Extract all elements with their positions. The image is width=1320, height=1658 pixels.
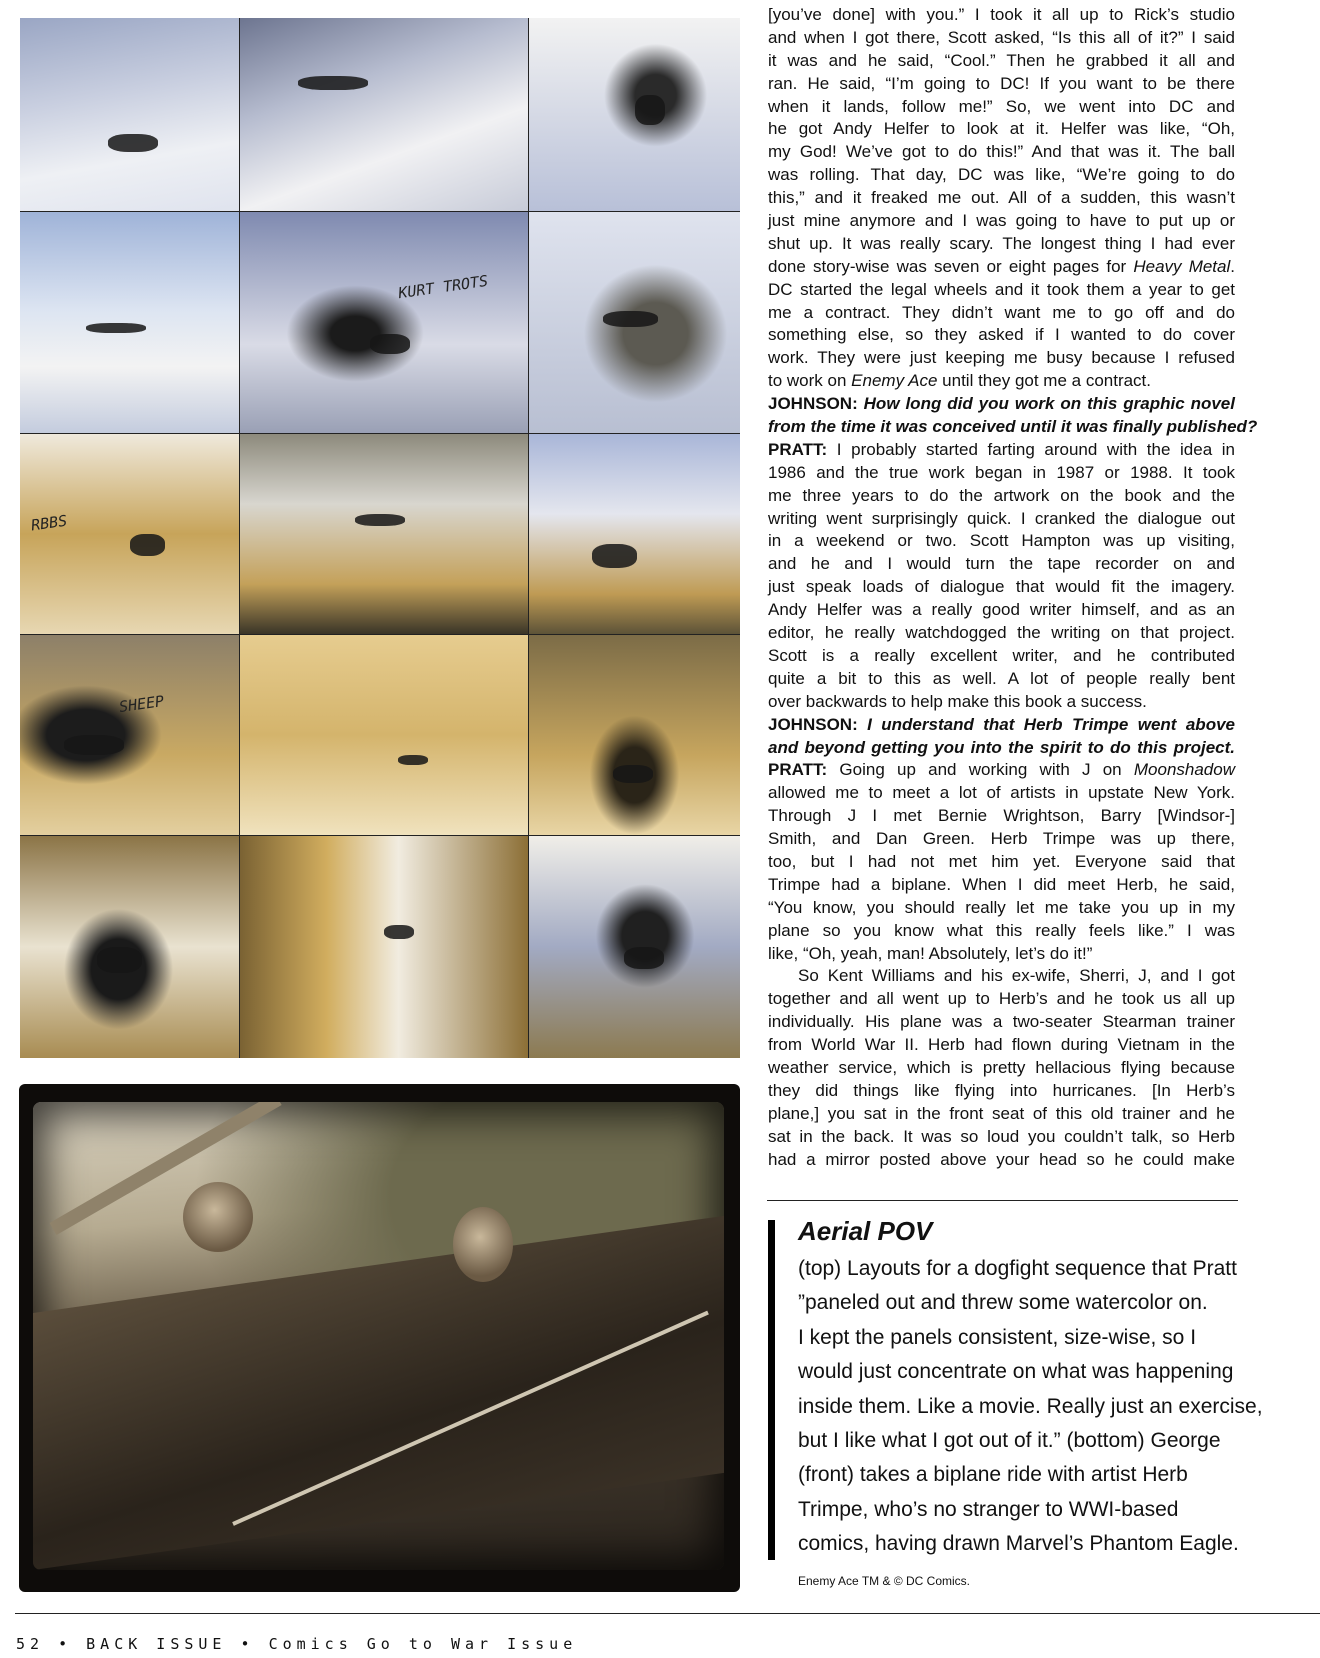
layout-panel — [240, 836, 529, 1058]
text-segment: in a weekend or two. Scott Hampton was up visiting, — [768, 531, 1235, 551]
text-line — [768, 691, 1235, 714]
footer-separator: • — [58, 1635, 73, 1653]
sidebar-title: Aerial POV — [798, 1216, 933, 1246]
sketch-annotation: RBBS — [29, 511, 69, 535]
text-segment: Scott is a really excellent writer, and he contributed — [768, 645, 1235, 665]
text-line — [768, 1011, 1235, 1034]
text-segment: this,” and it freaked me out. All of a sudden, this wasn’t — [768, 188, 1235, 208]
text-line — [768, 73, 1235, 96]
text-segment: my God! We’ve got to do this!” And that was it. The ball — [768, 142, 1235, 162]
text-segment: they did things like flying into hurricanes. [In Herb’s — [768, 1080, 1235, 1100]
text-segment: Heavy Metal — [1133, 256, 1231, 276]
layout-panel — [20, 18, 240, 212]
sidebar-rule — [767, 1200, 1238, 1201]
text-line — [768, 576, 1235, 599]
text-segment: he got Andy Helfer to look at it. Helfer was like, “Oh, — [768, 119, 1235, 139]
text-line — [768, 347, 1235, 370]
text-line — [768, 782, 1235, 805]
text-segment: over backwards to help make this book a success. — [768, 691, 1147, 711]
caption-line: (top) Layouts for a dogfight sequence that Pratt — [798, 1257, 1237, 1280]
text-segment: “You know, you should really let me take you up in my — [768, 897, 1235, 917]
text-segment: DC started the legal wheels and it took them a year to get — [768, 279, 1235, 299]
text-line — [768, 302, 1235, 325]
text-line — [768, 851, 1235, 874]
layout-panel — [20, 212, 240, 434]
text-segment: was rolling. That day, DC was like, “We’re going to do — [768, 165, 1235, 185]
plane-sketch-icon — [86, 323, 146, 333]
sidebar-accent-bar — [768, 1220, 775, 1560]
text-segment: me a contract. They didn’t want me to go off and do — [768, 302, 1235, 322]
text-line — [768, 920, 1235, 943]
text-line — [768, 622, 1235, 645]
text-segment: just speak loads of dialogue that would fit the imagery. — [768, 577, 1235, 597]
text-line — [768, 828, 1235, 851]
text-line — [768, 759, 1235, 782]
text-segment: . — [1230, 256, 1235, 276]
plane-sketch-icon — [370, 334, 410, 354]
layout-panel — [529, 434, 740, 635]
caption-line: I kept the panels consistent, size-wise, so I — [798, 1325, 1197, 1349]
plane-sketch-icon — [298, 76, 368, 90]
text-segment: Going up and working with J on — [839, 760, 1134, 780]
text-segment: I understand that Herb Trimpe went above — [867, 714, 1235, 734]
caption-line: would just concentrate on what was happening — [798, 1360, 1234, 1384]
text-segment: like, “Oh, yeah, man! Absolutely, let’s do it!” — [768, 943, 1093, 963]
caption-line: comics, having drawn Marvel’s Phantom Eagle. — [798, 1532, 1239, 1556]
dogfight-layout-artwork — [20, 18, 740, 1058]
text-line — [768, 50, 1235, 73]
text-segment: and he and I would turn the tape recorder on and — [768, 554, 1235, 574]
text-line — [768, 1103, 1235, 1126]
text-segment: done story-wise was seven or eight pages for — [768, 256, 1134, 276]
text-segment: Smith, and Dan Green. Herb Trimpe was up there, — [768, 829, 1235, 849]
text-line — [768, 164, 1235, 187]
magazine-name: BACK ISSUE — [86, 1635, 227, 1653]
text-segment: Moonshadow — [1133, 760, 1235, 780]
text-line — [768, 324, 1235, 347]
text-line — [768, 462, 1235, 485]
plane-sketch-icon — [603, 311, 658, 327]
layout-panel — [20, 635, 240, 836]
text-segment: from World War II. Herb had flown during Vietnam in the — [768, 1035, 1235, 1055]
text-line — [768, 370, 1235, 393]
plane-sketch-icon — [635, 95, 665, 125]
text-line — [768, 439, 1235, 462]
text-segment: individually. His plane was a two-seater Stearman trainer — [768, 1012, 1235, 1032]
text-segment: me three years to do the artwork on the book and the — [768, 485, 1235, 505]
plane-fuselage — [33, 1215, 724, 1570]
plane-sketch-icon — [592, 544, 637, 568]
text-line — [768, 1057, 1235, 1080]
text-segment: allowed me to meet a lot of artists in upstate New York. — [768, 783, 1235, 803]
text-segment: writing went surprisingly quick. I cranked the dialogue out — [768, 508, 1235, 528]
plane-sketch-icon — [108, 134, 158, 152]
text-segment: I probably started farting around with the idea in — [836, 439, 1236, 459]
text-line — [768, 599, 1235, 622]
text-line — [768, 187, 1235, 210]
plane-sketch-icon — [624, 947, 664, 969]
copyright-credit: Enemy Ace TM & © DC Comics. — [798, 1574, 970, 1588]
text-segment: just mine anymore and I was going to have to put up or — [768, 211, 1235, 231]
caption-line: ”paneled out and threw some watercolor on. — [798, 1291, 1208, 1315]
text-segment: too, but I had not met him yet. Everyone said that — [768, 851, 1235, 871]
text-segment: something else, so they asked if I wanted to do cover — [768, 325, 1235, 345]
text-segment: it was and he said, “Cool.” Then he grabbed it all and — [768, 50, 1235, 70]
pilot-head — [453, 1207, 513, 1282]
text-line — [768, 96, 1235, 119]
text-line — [768, 965, 1235, 988]
text-line — [768, 943, 1235, 966]
footer-separator: • — [240, 1635, 255, 1653]
layout-panel — [240, 434, 529, 635]
layout-panel — [529, 18, 740, 212]
sketch-annotation: SHEEP — [117, 691, 165, 717]
text-line — [768, 1126, 1235, 1149]
text-segment: So Kent Williams and his ex-wife, Sherri, J, and I got — [798, 966, 1235, 986]
text-segment: quite a bit to this as well. A lot of people really bent — [768, 668, 1235, 688]
passenger-head — [183, 1182, 253, 1252]
speaker-label: JOHNSON: — [768, 714, 868, 734]
text-line — [768, 805, 1235, 828]
text-segment: Through J I met Bernie Wrightson, Barry [Windsor-] — [768, 806, 1235, 826]
sketch-annotation: KURT TROTS — [397, 272, 490, 303]
text-segment: Enemy Ace — [851, 371, 938, 391]
text-line — [768, 874, 1235, 897]
text-segment: weather service, which is pretty hellacious flying because — [768, 1057, 1235, 1077]
text-segment: plane,] you sat in the front seat of this old trainer and he — [768, 1103, 1235, 1123]
text-line — [768, 1080, 1235, 1103]
speaker-label: PRATT: — [768, 760, 840, 780]
article-body — [768, 4, 1258, 1171]
layout-panel — [240, 212, 529, 434]
plane-sketch-icon — [613, 765, 653, 783]
text-line — [768, 27, 1235, 50]
plane-sketch-icon — [384, 925, 414, 939]
text-segment: shut up. It was really scary. The longest thing I had ever — [768, 233, 1235, 253]
issue-title: Comics Go to War Issue — [268, 1635, 578, 1653]
text-segment: editor, he really watchdogged the writing on that project. — [768, 623, 1235, 643]
text-line — [768, 508, 1235, 531]
plane-sketch-icon — [97, 947, 142, 973]
text-line — [768, 279, 1235, 302]
text-line — [768, 1149, 1235, 1172]
text-line — [768, 1034, 1235, 1057]
text-line — [768, 714, 1235, 737]
plane-sketch-icon — [64, 735, 124, 755]
text-line — [768, 393, 1235, 416]
text-segment: Andy Helfer was a really good writer himself, and as an — [768, 600, 1235, 620]
caption-line: but I like what I got out of it.” (bottom) George — [798, 1429, 1221, 1453]
text-segment: until they got me a contract. — [937, 371, 1152, 391]
text-segment: to work on — [768, 371, 852, 391]
layout-panel — [240, 635, 529, 836]
speaker-label: PRATT: — [768, 439, 837, 459]
text-line — [768, 141, 1235, 164]
text-line — [768, 118, 1235, 141]
layout-panel — [529, 836, 740, 1058]
text-segment: plane so you know what this really feels like.” I was — [768, 920, 1235, 940]
footer-rule — [15, 1613, 1320, 1614]
plane-sketch-icon — [130, 534, 165, 556]
text-line — [768, 737, 1235, 760]
layout-panel — [529, 635, 740, 836]
biplane-photo — [19, 1084, 740, 1592]
sidebar-caption — [798, 1252, 1268, 1562]
text-segment: work. They were just keeping me busy because I refused — [768, 348, 1235, 368]
text-segment: Trimpe had a biplane. When I did meet Herb, he said, — [768, 874, 1235, 894]
text-line — [768, 256, 1235, 279]
text-line — [768, 530, 1235, 553]
text-segment: from the time it was conceived until it was finally published? — [768, 417, 1258, 437]
text-line — [768, 988, 1235, 1011]
layout-panel — [240, 18, 529, 212]
text-segment: sat in the back. It was so loud you couldn’t talk, so Herb — [768, 1126, 1235, 1146]
text-line — [768, 4, 1235, 27]
text-segment: and beyond getting you into the spirit to do this project. — [768, 737, 1235, 757]
text-line — [768, 233, 1235, 256]
text-line — [768, 645, 1235, 668]
text-line — [768, 210, 1235, 233]
layout-panel — [20, 434, 240, 635]
text-line — [768, 416, 1258, 439]
text-line — [768, 553, 1235, 576]
text-line — [768, 485, 1235, 508]
plane-sketch-icon — [398, 755, 428, 765]
text-segment: [you’ve done] with you.” I took it all up to Rick’s studio — [768, 5, 1235, 24]
text-segment: had a mirror posted above your head so he could make — [768, 1149, 1235, 1169]
layout-panel — [529, 212, 740, 434]
plane-sketch-icon — [355, 514, 405, 526]
text-segment: How long did you work on this graphic novel — [863, 394, 1235, 414]
page-number: 52 — [16, 1635, 45, 1653]
caption-line: inside them. Like a movie. Really just an exercise, — [798, 1394, 1263, 1418]
text-segment: and when I got there, Scott asked, “Is this all of it?” I said — [768, 27, 1235, 47]
text-line — [768, 897, 1235, 920]
text-segment: together and all went up to Herb’s and he took us all up — [768, 989, 1235, 1009]
text-segment: 1986 and the true work began in 1987 or 1988. It took — [768, 462, 1235, 482]
caption-line: (front) takes a biplane ride with artist Herb — [798, 1463, 1188, 1487]
text-segment: ran. He said, “I’m going to DC! If you want to be there — [768, 73, 1235, 93]
caption-line: Trimpe, who’s no stranger to WWI-based — [798, 1497, 1179, 1521]
speaker-label: JOHNSON: — [768, 394, 864, 414]
text-line — [768, 668, 1235, 691]
layout-panel — [20, 836, 240, 1058]
text-segment: when it lands, follow me!” So, we went into DC and — [768, 96, 1235, 116]
page-footer — [16, 1635, 577, 1653]
